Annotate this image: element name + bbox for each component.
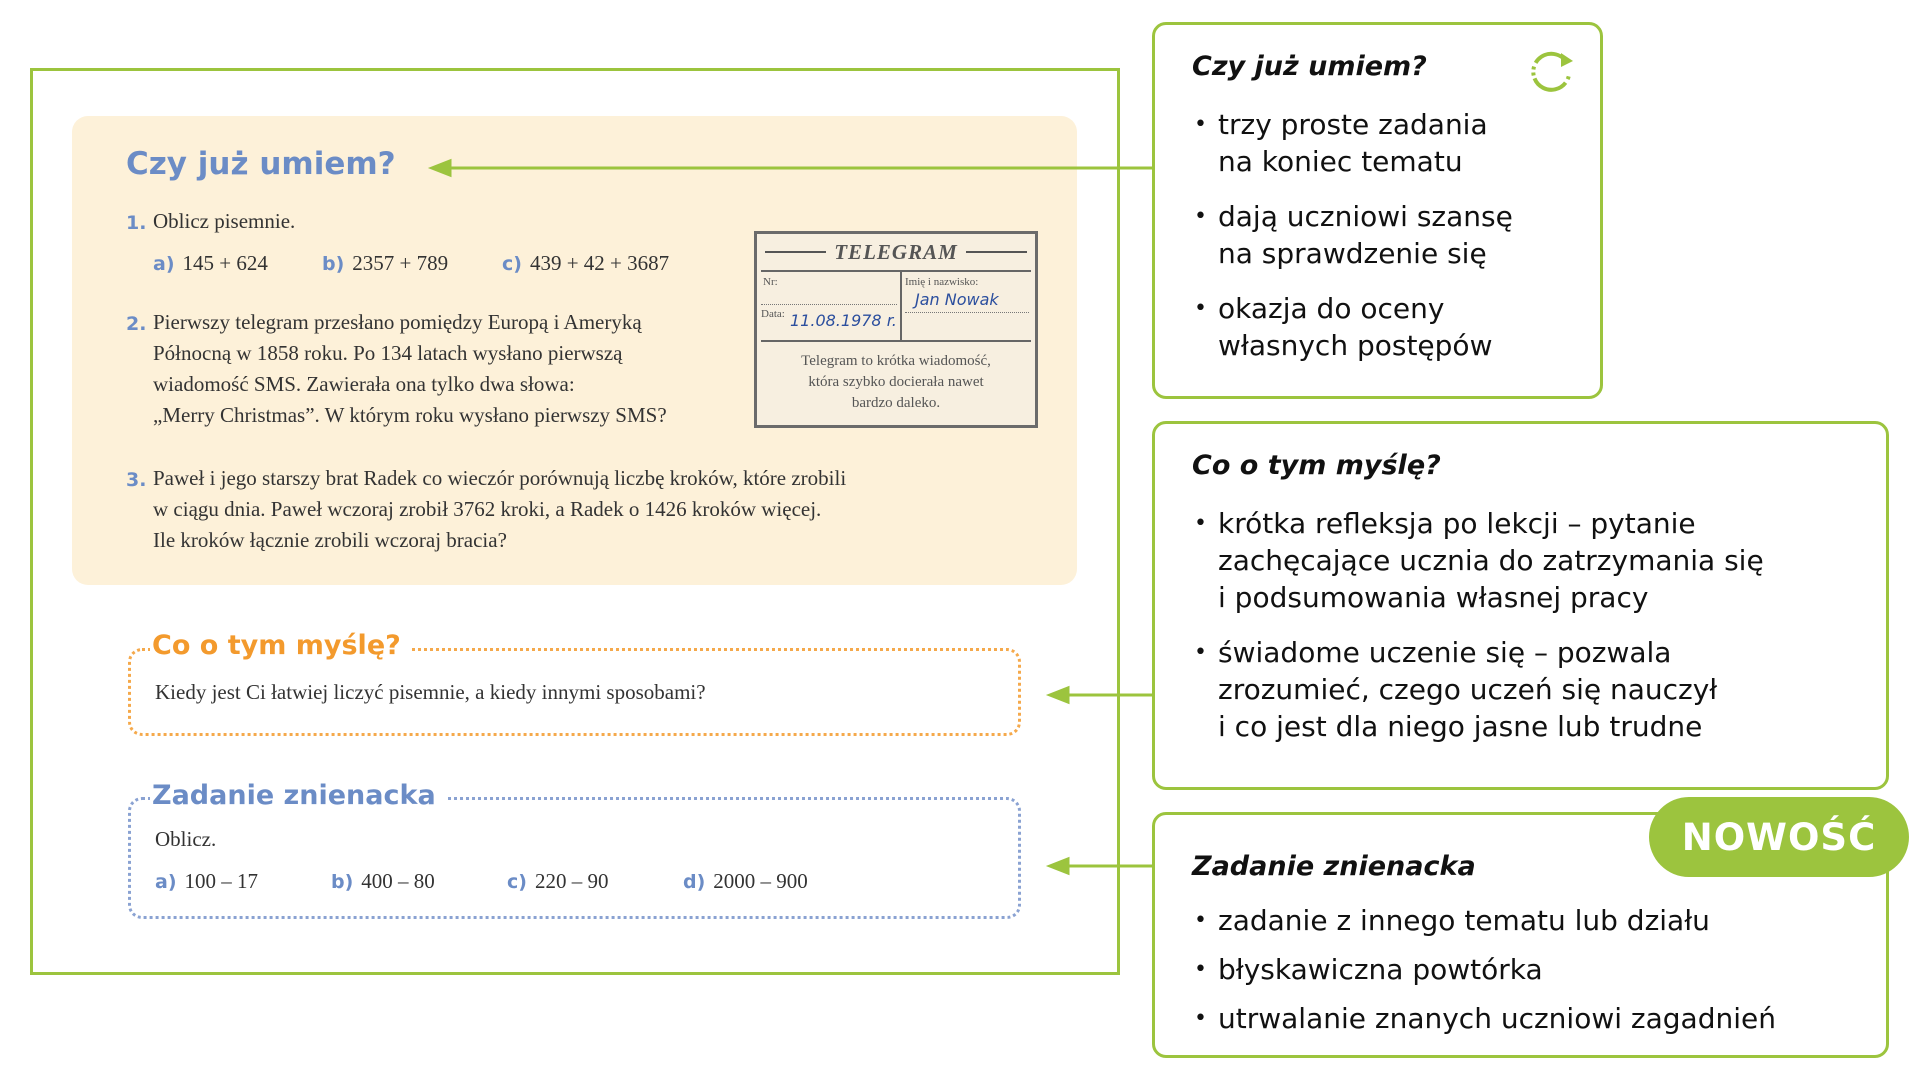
bullet-line: • okazja do oceny [1218,292,1445,325]
text-line: Pierwszy telegram przesłano pomiędzy Europą i Ameryką [153,310,642,334]
item-expression: 100 – 17 [184,869,259,893]
item-expression: 400 – 80 [361,869,435,893]
bullet-line: zachęcające ucznia do zatrzymania się [1218,544,1764,577]
text-line: która szybko docierała nawet [808,374,984,390]
bullet-line: zrozumieć, czego uczeń się nauczył [1218,673,1718,706]
callout-title: Zadanie znienacka [1192,851,1476,882]
item-expression: 220 – 90 [534,869,609,893]
telegram-name-label: Imię i nazwisko: [905,276,979,288]
text-line: w ciągu dnia. Paweł wczoraj zrobił 3762 kroki, a Radek o 1426 kroków więcej. [153,497,822,521]
bullet-line: • dają uczniowi szansę [1218,200,1513,233]
task-1-prompt: Oblicz pisemnie. [153,209,296,233]
item-label: a) [153,253,175,275]
item-label: b) [322,253,345,275]
bullet-line: i podsumowania własnej pracy [1218,581,1649,614]
bullet-item [1192,198,1513,272]
text-line: Ile kroków łącznie zrobili wczoraj bracia? [153,528,507,552]
bullet-item [1192,951,1776,988]
zadanie-znienacka-title: Zadanie znienacka [150,780,446,811]
task-1-number: 1. [126,212,147,234]
item-label: a) [155,871,177,893]
telegram-date-label: Data: [761,308,785,320]
bullet-line: • trzy proste zadania [1218,108,1488,141]
bullet-line: na koniec tematu [1218,145,1463,178]
bullet-line: na sprawdzenie się [1218,237,1487,270]
arrow-head-2 [1050,688,1068,702]
text-line: Paweł i jego starszy brat Radek co wieczór porównują liczbę kroków, które zrobili [153,466,847,490]
item-expression: 145 + 624 [182,251,268,275]
callout-czy-juz-umiem [1152,22,1603,399]
nowosc-badge [1649,797,1909,877]
bullet-line: • krótka refleksja po lekcji – pytanie [1218,507,1696,540]
telegram-nr-label: Nr: [763,276,778,288]
refresh-icon [1525,45,1577,97]
item-label: c) [507,871,527,893]
telegram-date-value: 11.08.1978 r. [790,311,897,330]
telegram-name-value: Jan Nowak [915,290,999,309]
text-line: „Merry Christmas”. W którym roku wysłano pierwszy SMS? [153,403,667,427]
text-line: wiadomość SMS. Zawierała ona tylko dwa słowa: [153,372,575,396]
item-expression: 2000 – 900 [713,869,808,893]
czy-juz-umiem-title: Czy już umiem? [126,146,396,182]
bullet-line: • utrwalanie znanych uczniowi zagadnień [1218,1002,1776,1035]
item-label: b) [331,871,354,893]
badge-label: NOWOŚĆ [1681,815,1877,859]
item-label: d) [683,871,706,893]
co-o-tym-mysle-title: Co o tym myślę? [150,630,411,661]
reflection-question: Kiedy jest Ci łatwiej liczyć pisemnie, a kiedy innymi sposobami? [155,680,706,704]
zadanie-prompt: Oblicz. [155,827,217,851]
text-line: bardzo daleko. [851,395,941,411]
text-line: Telegram to krótka wiadomość, [801,353,991,369]
callout-co-o-tym-mysle [1152,421,1889,790]
arrow-head-1 [432,161,450,175]
callout-bullets [1192,505,1764,745]
arrow-head-3 [1050,859,1068,873]
bullet-line: • świadome uczenie się – pozwala [1218,636,1672,669]
bullet-line: • zadanie z innego tematu lub działu [1218,904,1710,937]
bullet-item [1192,902,1776,939]
bullet-line: i co jest dla niego jasne lub trudne [1218,710,1703,743]
callout-title: Co o tym myślę? [1192,450,1441,481]
callout-bullets [1192,106,1513,364]
bullet-item [1192,1000,1776,1037]
bullet-item [1192,505,1764,616]
task-2-number: 2. [126,313,147,335]
item-expression: 2357 + 789 [352,251,449,275]
item-expression: 439 + 42 + 3687 [529,251,670,275]
task-3-number: 3. [126,469,147,491]
item-label: c) [502,253,522,275]
callout-title: Czy już umiem? [1192,51,1427,82]
bullet-line: • błyskawiczna powtórka [1218,953,1543,986]
bullet-line: własnych postępów [1218,329,1493,362]
bullet-item [1192,290,1513,364]
text-line: Północną w 1858 roku. Po 134 latach wysłano pierwszą [153,341,623,365]
bullet-item [1192,634,1764,745]
callout-bullets [1192,902,1776,1037]
bullet-item [1192,106,1513,180]
telegram-title: TELEGRAM [834,239,958,264]
